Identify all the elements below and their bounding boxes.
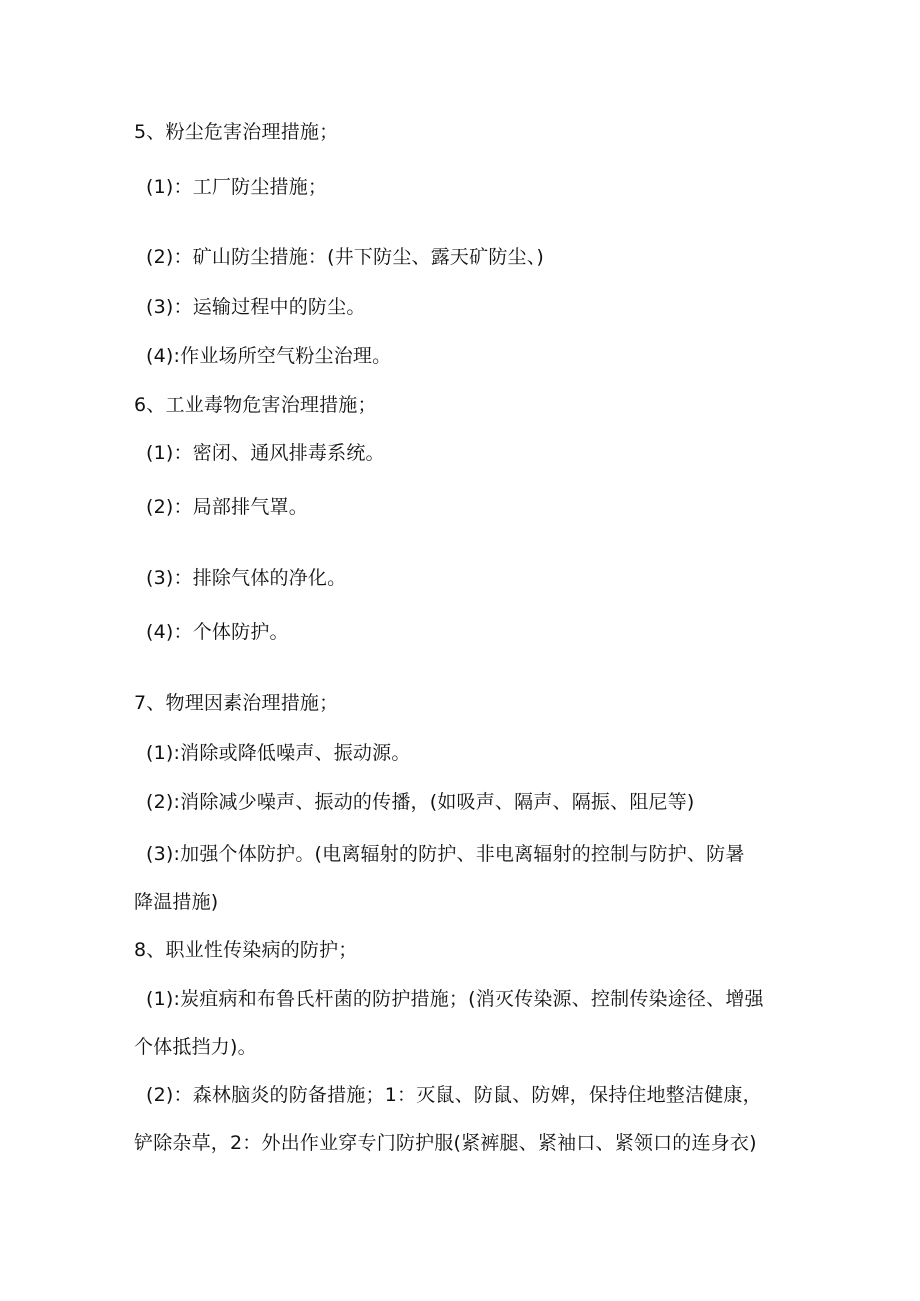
item-5-2: (2)：矿山防尘措施：(井下防尘、露天矿防尘、)	[146, 246, 545, 268]
item-5-1: (1)：工厂防尘措施；	[146, 176, 328, 198]
item-8-2: (2)：森林脑炎的防备措施；1：灭鼠、防鼠、防婢，保持住地整洁健康，	[146, 1084, 762, 1106]
heading-6-toxic-hazard: 6、工业毒物危害治理措施；	[134, 394, 377, 416]
item-6-2: (2)：局部排气罩。	[146, 496, 308, 518]
heading-5-dust-hazard: 5、粉尘危害治理措施；	[134, 121, 339, 143]
heading-8-infectious-disease: 8、职业性传染病的防护；	[134, 939, 358, 961]
item-8-2-continued: 铲除杂草，2：外出作业穿专门防护服(紧裤腿、紧袖口、紧领口的连身衣)	[134, 1132, 757, 1154]
item-7-1: (1):消除或降低噪声、振动源。	[146, 742, 411, 764]
item-5-3: (3)：运输过程中的防尘。	[146, 296, 366, 318]
item-6-1: (1)：密闭、通风排毒系统。	[146, 442, 385, 464]
item-6-3: (3)：排除气体的净化。	[146, 567, 347, 589]
item-8-1: (1):炭疽病和布鲁氏杆菌的防护措施；(消灭传染源、控制传染途径、增强	[146, 988, 764, 1010]
item-5-4: (4):作业场所空气粉尘治理。	[146, 345, 392, 367]
item-7-3: (3):加强个体防护。(电离辐射的防护、非电离辐射的控制与防护、防暑	[146, 843, 745, 865]
item-8-1-continued: 个体抵挡力)。	[134, 1036, 257, 1058]
item-7-3-continued: 降温措施)	[134, 891, 219, 913]
item-7-2: (2):消除减少噪声、振动的传播，(如吸声、隔声、隔振、阻尼等)	[146, 791, 695, 813]
item-6-4: (4)：个体防护。	[146, 621, 289, 643]
heading-7-physical-factors: 7、物理因素治理措施；	[134, 692, 339, 714]
